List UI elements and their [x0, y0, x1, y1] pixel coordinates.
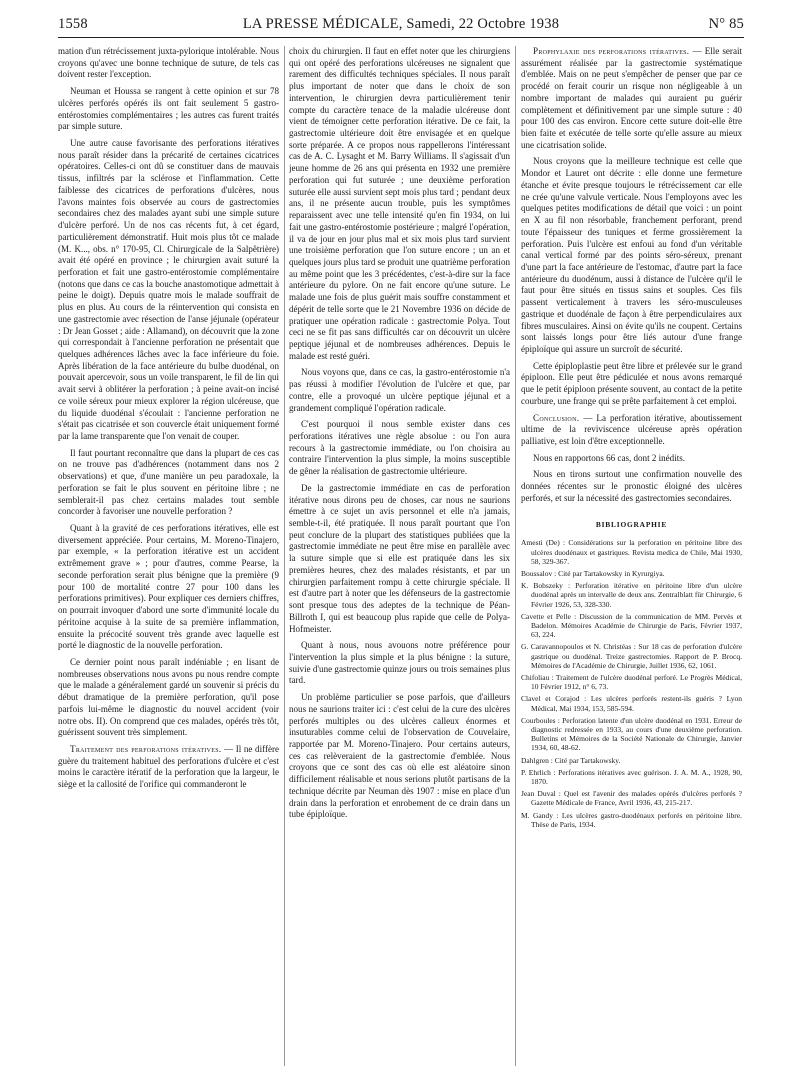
page-number: 1558: [58, 16, 88, 32]
paragraph-text: — Elle serait assurément réalisée par la gastrectomie systématique d'emblée. Mais on ne peut s'empêcher de penser que par ce procédé on ferait courir un risque non négligeable à un nombre important de malades qui auraient pu guérir complètement et définitivement par une simple suture : 40 pour 100 des cas environ. Encore cette suture doit-elle être bien faite et exécutée de telle sorte qu'elle assure au mieux une cicatrisation solide.: [521, 46, 742, 150]
paragraph: Quant à nous, nous avouons notre préférence pour l'intervention la plus simple et la plus bénigne : la suture, suivie d'une gastrectomie quinze jours ou trois semaines plus tard.: [289, 640, 510, 686]
paragraph-text: — Il ne diffère guère du traitement habituel des perforations d'ulcère et c'est moins le caractère itératif de la perforation que la largeur, le siège et la callosité de l'orifice qui commanderont le: [58, 743, 279, 790]
paragraph: Nous en tirons surtout une confirmation nouvelle des données récentes sur le pronostic éloigné des ulcères perforés, et sur la nécessité des gastrectomies secondaires.: [521, 469, 742, 503]
bibliography-entry: G. Caravannopoulos et N. Christéas : Sur 18 cas de perforation d'ulcère gastrique ou duodénal. Treize gastrectomies. Rapport de P. Brocq. Mémoires de l'Académie de Chirurgie, Juillet 1936, 62, 1061.: [521, 642, 742, 670]
text-column-1: [58, 46, 279, 1070]
page-header: [58, 16, 744, 36]
paragraph: mation d'un rétrécissement juxta-pylorique intolérable. Nous croyons qu'avec une bonne technique de suture, de tels cas doivent rester l'exception.: [58, 46, 279, 80]
paragraph: [521, 413, 742, 448]
bibliography-entry: P. Ehrlich : Perforations itératives avec guérison. J. A. M. A., 1928, 90, 1870.: [521, 767, 742, 786]
bibliography-entry: Amesti (De) : Considérations sur la perforation en péritoine libre des ulcères duodénaux et gastriques. Revista medica de Chile, Mai 1930, 58, 329-367.: [521, 538, 742, 566]
bibliography-entry: Chifoliau : Traitement de l'ulcère duodénal perforé. Le Progrès Médical, 10 Février 1912, n° 6, 73.: [521, 672, 742, 692]
bibliography-heading: BIBLIOGRAPHIE: [595, 519, 668, 529]
bibliography-entry: Dahlgren : Cité par Tartakowsky.: [521, 755, 621, 765]
bibliography-entry: Courboules : Perforation latente d'un ulcère duodénal en 1931. Erreur de diagnostic redressée en 1933, au cours d'une deuxième perforation. Bulletins et Mémoires de la Société Nationale de Chirurgie, Janvier 1934, 60, 48-62.: [521, 715, 742, 753]
section-heading: Traitement des perforations itératives.: [70, 743, 222, 754]
paragraph: choix du chirurgien. Il faut en effet noter que les chirurgiens qui ont opéré des perforations ulcéreuses ne signalent que rarement des difficultés techniques spéciales. Il nous paraît plus important de noter que dans le choix de son intervention, le chirurgien devra particulièrement tenir compte du caractère tenace de la maladie ulcéreuse dont vient de témoigner cette perforation itérative. De ce fait, la gastrectomie ultérieure doit être envisagée et en quelque sorte préparée. A ce propos nous rappellerons l'intéressant cas de A. C. Lysaght et M. Barry Williams. Il s'agissait d'un jeune homme de 26 ans qui présenta en 1932 une première perforation qui fut suturée ; une deuxième perforation suturée elle aussi survient sept mois plus tard ; pendant deux ans, il ne présente aucun trouble, puis les symptômes reparaissent avec une telle intensité qu'en fin 1934, on lui fait une gastro-entérostomie postérieure ; malgré l'opération, il va de jour en jour plus mal et six mois plus tard survient une troisième perforation que l'on suture encore ; un an et quelques jours plus tard se produit une quatrième perforation au même point que les 3 précédentes, c'est-à-dire sur la face antérieure du pylore. On ne fait encore qu'une suture. Le malade une fois de plus guérit mais souffre constamment et dépérit de telle sorte que le 21 Novembre 1936 on décide de pratiquer une opération radicale : gastrectomie Polya. Tout ceci ne se fit pas sans difficultés car on découvrit un ulcère peptique jéjunal et de nombreuses adhérences. Depuis le malade est resté guéri.: [289, 46, 510, 361]
header-rule: [58, 37, 744, 38]
paragraph: Ce dernier point nous paraît indéniable ; en lisant de nombreuses observations nous avons pu nous rendre compte que le malade a généralement gardé un souvenir si précis du début dramatique de la première perforation, qu'il pose parfois lui-même le diagnostic du nouvel accident (voir notre obs. II). On comprend que ces malades, opérés très tôt, guérissent souvent très simplement.: [58, 656, 279, 738]
bibliography-entry: M. Gandy : Les ulcères gastro-duodénaux perforés en péritoine libre. Thèse de Paris, 1934.: [521, 810, 742, 829]
bibliography-entry: Jean Duval : Quel est l'avenir des malades opérés d'ulcères perforés ? Gazette Médicale de France, Avril 1936, 43, 215-217.: [521, 789, 742, 808]
text-column-2: [289, 46, 510, 1070]
paragraph: Nous voyons que, dans ce cas, la gastro-entérostomie n'a pas réussi à modifier l'évolution de l'ulcère et que, par contre, elle a provoqué un ulcère peptique jéjunal et a grandement compliqué l'opération radicale.: [289, 367, 510, 413]
paragraph: Cette épiploplastie peut être libre et prélevée sur le grand épiploon. Elle peut être pédiculée et nous avons remarqué que le petit épiploon présente souvent, au contact de la petite courbure, une frange qui se prête parfaitement à cet emploi.: [521, 360, 742, 406]
paragraph: [521, 46, 742, 151]
journal-title: LA PRESSE MÉDICALE, Samedi, 22 Octobre 1938: [242, 16, 560, 32]
paragraph: Une autre cause favorisante des perforations itératives nous paraît résider dans la précarité de certaines cicatrices opératoires. Celles-ci ont dû se constituer dans de mauvais tissus, infiltrés par la sclérose et l'inflammation. Cette faiblesse des cicatrices de perforations d'ulcères, nous l'avons maintes fois observée au cours de gastrectomies secondaires chez des malades ayant subi une simple suture d'ulcère perforé. Un de nos cas récents fut, à cet égard, particulièrement démonstratif. Huit mois plus tôt ce malade (M. K..., obs. n° 170-95, Cl. Chirurgicale de la Salpêtrière) avait été opéré en province ; le chirurgien avait suturé la perforation et fait une gastro-entérostomie complémentaire (notons que dans ce cas la bouche anastomotique admettait à peine le doigt). Depuis quatre mois le malade souffrait de plus en plus. Au cours de la réintervention qui consista en une gastrectomie avec résection de l'anse jéjunale (opérateur : Dr Jean Gosset ; aide : Allamand), on découvrit que la zone qui correspondait à l'ancienne perforation ne présentait que quelques adhérences lâches avec la face inférieure du foie. Après libération de la face antérieure du bulbe duodénal, on pouvait apercevoir, sous un voile transparent, le fil de lin qui avait servi à oblitérer la perforation ; à peine avait-on incisé ce voile séreux pour mieux explorer la région ulcéreuse, que du liquide duodénal s'écoulait : l'ancienne perforation ne s'était pas cicatrisée et son couvercle était uniquement formé par la lame transparente que l'on venait de couper.: [58, 138, 279, 441]
paragraph: Neuman et Houssa se rangent à cette opinion et sur 78 ulcères perforés opérés ils ont fait seulement 5 gastro-entérostomies complémentaires ; les autres cas furent traités par simple suture.: [58, 86, 279, 132]
bibliography-entry: Clavel et Corajod : Les ulcères perforés restent-ils guéris ? Lyon Médical, Mai 1934, 153, 585-594.: [521, 694, 742, 713]
column-divider: [515, 46, 516, 1066]
paragraph-text: — La perforation itérative, aboutissement ultime de la reviviscence ulcéreuse après opération palliative, est loin d'être exceptionnelle.: [521, 412, 742, 446]
bibliography-entry: K. Bobszeky : Perforation itérative en péritoine libre d'un ulcère duodénal après un intervalle de deux ans. Zentralblatt für Chirurgie, 6 Février 1926, 53, 328-330.: [521, 581, 742, 609]
column-divider: [284, 46, 285, 1066]
paragraph: [58, 744, 279, 791]
paragraph: Nous en rapportons 66 cas, dont 2 inédits.: [533, 452, 686, 463]
paragraph: C'est pourquoi il nous semble exister dans ces perforations itératives une règle absolue : ou l'on aura recours à la gastrectomie immédiate, ou l'on choisira au contraire l'intervention la plus simple, la moins susceptible de gêner la réalisation de gastrectomie ultérieure.: [289, 419, 510, 477]
paragraph: Un problème particulier se pose parfois, que d'ailleurs nous ne saurions traiter ici : c'est celui de la cure des ulcères perforés multiples ou des ulcères calleux énormes et insuturables comme celui de l'observation de Couvelaire, rapportée par M. Moreno-Tinajero. Pour certains auteurs, ces cas relèveraient de la gastrectomie d'emblée. Nous croyons que ce sont des cas où elle est aléatoire sinon difficilement réalisable et nous serions plutôt partisans de la technique décrite par Neuman dès 1907 : mise en place d'un drain dans la perforation et enrobement de ce drain dans un tube épiploïque.: [289, 692, 510, 820]
paragraph: Nous croyons que la meilleure technique est celle que Mondor et Lauret ont décrite : elle donne une fermeture étanche et évite presque toujours le rétrécissement car elle ne crée qu'une valvule verticale. Nous l'employons avec les quelques petites modifications de détail que voici : un point en X au fil non résorbable, franchement perforant, prend toute l'épaisseur des tuniques et ferme grossièrement la perforation. Puis l'ulcère est enfoui au fond d'un véritable canal vertical formé par des points séro-séreux, prenant d'une part la face antérieure de l'estomac, d'autre part la face antérieure du duodénum, aussi à distance de l'ulcère qu'il le faut pour être situés en tissus sains et souples. Ces fils passent verticalement à travers les séro-musculeuses gastrique et duodénale de façon à être perpendiculaires aux fibres musculaires. Ainsi on évite qu'ils ne coupent. Certains sont laissés longs pour être liés autour d'une frange épiploïque qui assure un surcroît de sécurité.: [521, 156, 742, 354]
section-heading: Conclusion.: [533, 412, 580, 423]
bibliography-entry: Cavette et Pelle : Discussion de la communication de MM. Pervès et Badelon. Mémoires Académie de Chirurgie de Paris, Février 1937, 63, 224.: [521, 611, 742, 640]
paragraph: Il faut pourtant reconnaître que dans la plupart de ces cas on ne trouve pas d'adhérences (notamment dans nos 2 observations) et que, d'une manière un peu paradoxale, la perforation se fait le plus souvent en péritoine libre ; ne semblerait-il pas chez certains malades tout semble concorder à favoriser une nouvelle perforation ?: [58, 447, 279, 517]
section-heading: Prophylaxie des perforations itératives.: [533, 46, 690, 56]
paragraph: De la gastrectomie immédiate en cas de perforation itérative nous dirons peu de choses, car nous ne saurions émettre à ce sujet un avis personnel et elle n'a jamais, semble-t-il, été pratiquée. Il nous paraît pourtant que l'on peut conclure de la plupart des statistiques publiées que la gastrectomie immédiate ne peut être mise en parallèle avec la suture simple que si elle est pratiquée dans les six premières heures, chez des malades résistants, et par un chirurgien parfaitement rompu à cette chirurgie spéciale. Il est d'autre part à noter que les défenseurs de la gastrectomie sont presque tous des adeptes de la technique de Péan-Billroth I, qui est beaucoup plus rapide que celle de Polya-Hofmeister.: [289, 482, 510, 634]
bibliography-entry: Boussalov : Cité par Tartakowsky in Kyrurgiya.: [521, 568, 665, 578]
paragraph: Quant à la gravité de ces perforations itératives, elle est diversement appréciée. Pour certains, M. Moreno-Tinajero, par exemple, « la perforation itérative est un accident extrêmement grave » ; pour d'autres, comme Pearse, la seconde perforation serait plus bénigne que la première (9 pour 100 de mortalité contre 27 pour 100 dans les perforations primitives). Pour expliquer ces derniers chiffres, on pourrait invoquer d'abord une sorte d'immunité locale du péritoine acquise à la suite de sa première inflammation, ensuite la précocité souvent très grande avec laquelle est porté le diagnostic de la nouvelle perforation.: [58, 523, 279, 651]
text-column-3: [521, 46, 742, 1070]
issue-number: N° 85: [708, 16, 744, 32]
